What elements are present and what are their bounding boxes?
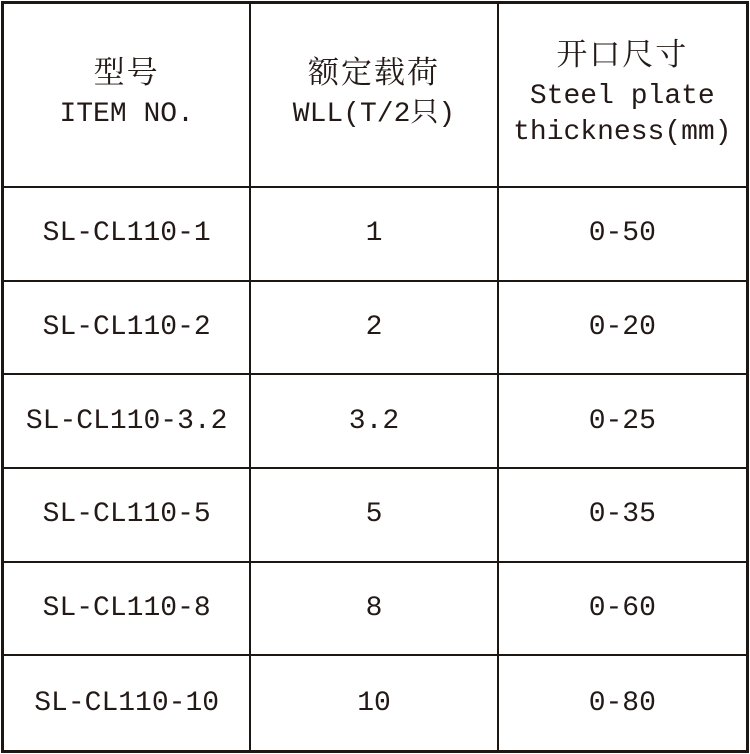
row1-item-no: SL-CL110-1 [4, 188, 251, 282]
row4-thickness: 0-35 [499, 469, 746, 563]
header-opening-size-en2: thickness(mm) [513, 117, 732, 149]
header-opening-size-zh: 开口尺寸 [556, 39, 689, 75]
header-item-no-en: ITEM NO. [59, 98, 194, 130]
row2-wll: 2 [251, 282, 498, 376]
row6-thickness: 0-80 [588, 687, 656, 719]
header-wll-zh: 额定载荷 [307, 58, 440, 94]
row3-wll: 3.2 [251, 375, 498, 469]
row1-thickness: 0-50 [499, 188, 746, 282]
row5-item-no: SL-CL110-8 [4, 563, 251, 657]
row4-item-no: SL-CL110-5 [4, 469, 251, 563]
row6-item-no: SL-CL110-10 [4, 656, 251, 750]
spec-table [1, 1, 749, 753]
row2-item-no: SL-CL110-2 [4, 282, 251, 376]
row6-wll: 10 [251, 656, 498, 750]
header-wll [251, 4, 498, 188]
header-opening-size-en1: Steel plate [529, 80, 715, 112]
header-item-no-zh: 型号 [93, 58, 160, 94]
header-item-no [4, 4, 251, 188]
row2-thickness: 0-20 [499, 282, 746, 376]
row5-thickness: 0-60 [499, 563, 746, 657]
header-wll-en: WLL(T/2只) [292, 98, 456, 130]
row1-wll: 1 [251, 188, 498, 282]
row3-thickness: 0-25 [499, 375, 746, 469]
row4-wll: 5 [251, 469, 498, 563]
row5-wll: 8 [251, 563, 498, 657]
header-opening-size [499, 4, 746, 188]
row3-item-no: SL-CL110-3.2 [4, 375, 251, 469]
